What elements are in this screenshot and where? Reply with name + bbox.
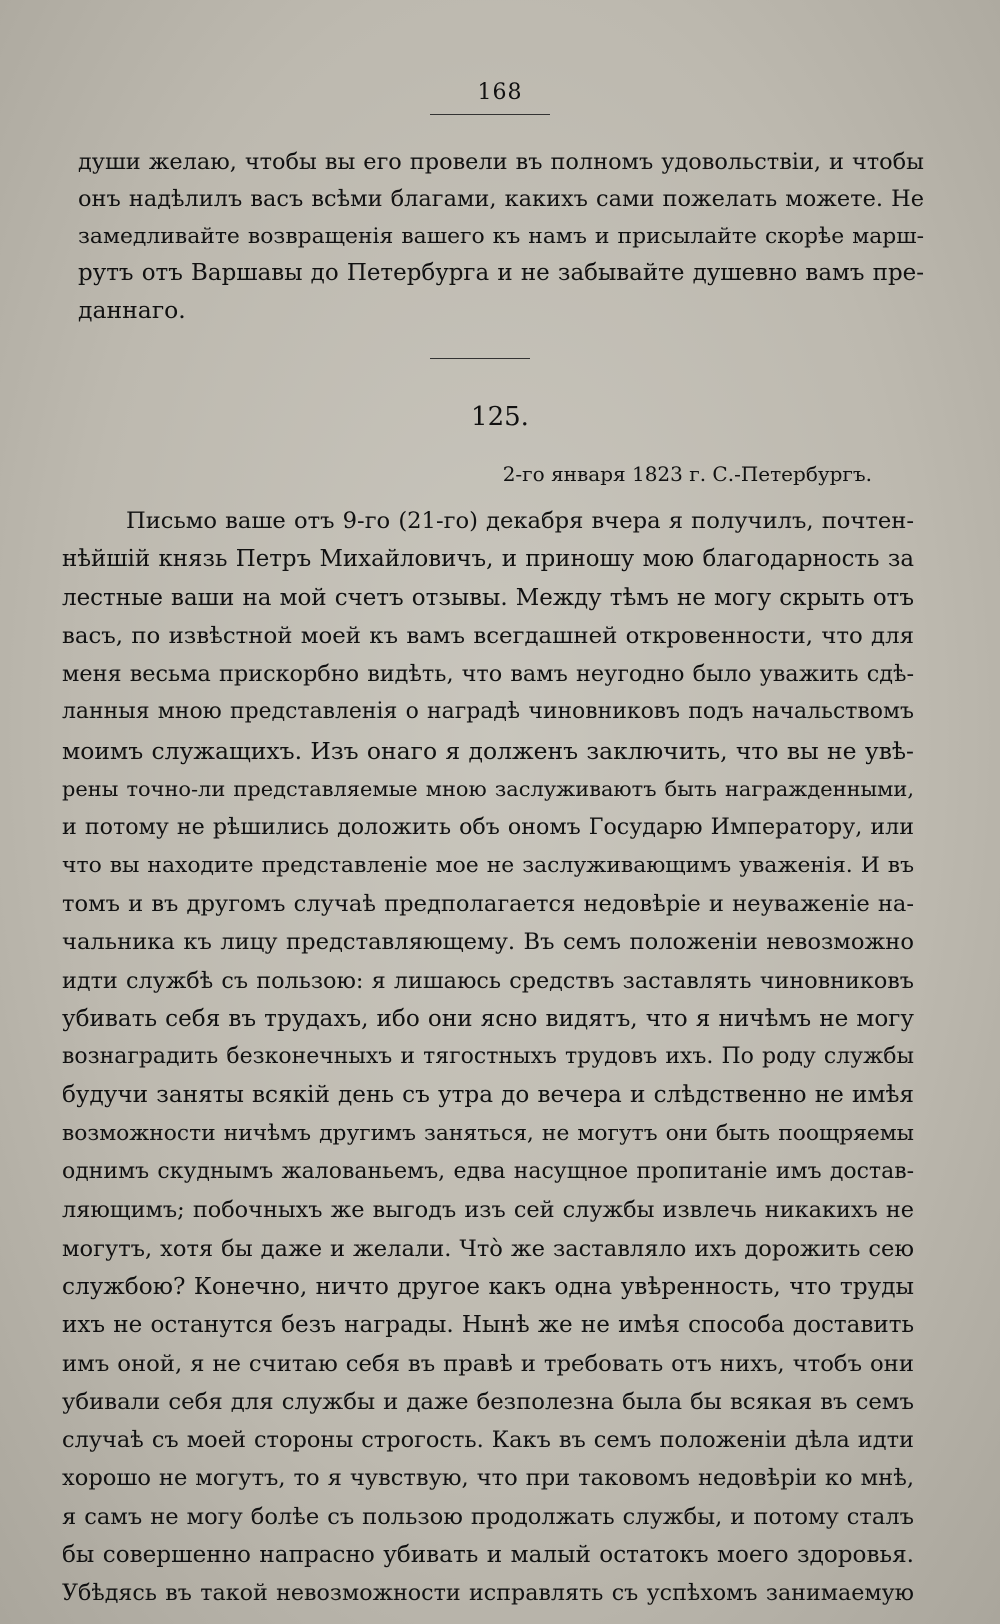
text-line: чальника къ лицу представляющему. Въ семъ положеніи невозможно (62, 929, 914, 956)
text-line: Письмо ваше отъ 9-го (21-го) декабря вчера я получилъ, почтен- (126, 508, 914, 534)
letter-body (62, 502, 914, 1613)
text-line: васъ, по извѣстной моей къ вамъ всегдашней откровенности, что для (62, 622, 914, 649)
text-line: вознаградить безконечныхъ и тягостныхъ трудовъ ихъ. По роду службы (62, 1044, 914, 1070)
text-line: возможности ничѣмъ другимъ заняться, не могутъ они быть поощряемы (62, 1120, 914, 1146)
text-line: случаѣ съ моей стороны строгость. Какъ въ семъ положеніи дѣла идти (62, 1427, 914, 1454)
text-line: лестные ваши на мой счетъ отзывы. Между тѣмъ не могу скрыть отъ (62, 584, 914, 611)
text-line: рены точно-ли представляемые мною заслуживаютъ быть награжденными, (62, 777, 914, 802)
text-line: ляющимъ; побочныхъ же выгодъ изъ сей службы извлечь никакихъ не (62, 1197, 914, 1224)
text-line: моимъ служащихъ. Изъ онаго я долженъ заключить, что вы не увѣ- (62, 736, 914, 765)
text-line: будучи заняты всякій день съ утра до вечера и слѣдственно не имѣя (62, 1082, 914, 1109)
text-line: идти службѣ съ пользою: я лишаюсь средствъ заставлять чиновниковъ (62, 967, 914, 994)
text-line: хорошо не могутъ, то я чувствую, что при таковомъ недовѣріи ко мнѣ, (62, 1465, 914, 1492)
text-line: томъ и въ другомъ случаѣ предполагается недовѣріе и неуваженіе на- (62, 890, 914, 917)
text-line: онъ надѣлилъ васъ всѣми благами, какихъ сами пожелать можете. Не (78, 186, 924, 212)
text-line: рутъ отъ Варшавы до Петербурга и не забывайте душевно вамъ пре- (78, 260, 924, 286)
text-line: ланныя мною представленія о наградѣ чиновниковъ подъ начальствомъ (62, 699, 914, 725)
text-line: убивать себя въ трудахъ, ибо они ясно видятъ, что я ничѣмъ не могу (62, 1005, 914, 1032)
text-line: убивали себя для службы и даже безполезна была бы всякая въ семъ (62, 1388, 914, 1415)
text-line: и потому не рѣшились доложить объ ономъ Государю Императору, или (62, 814, 914, 841)
text-line: однимъ скуднымъ жалованьемъ, едва насущное пропитаніе имъ достав- (62, 1159, 914, 1185)
text-line: души желаю, чтобы вы его провели въ полномъ удовольствіи, и чтобы (78, 149, 924, 175)
text-line: бы совершенно напрасно убивать и малый остатокъ моего здоровья. (62, 1542, 914, 1569)
text-line: Убѣдясь въ такой невозможности исправлять съ успѣхомъ занимаемую (62, 1580, 914, 1607)
text-line: я самъ не могу болѣе съ пользою продолжать службы, и потому сталъ (62, 1503, 914, 1530)
header-rule (430, 114, 550, 115)
text-line: имъ оной, я не считаю себя въ правѣ и требовать отъ нихъ, чтобъ они (62, 1350, 914, 1377)
letter-dateline: 2-го января 1823 г. С.-Петербургъ. (502, 462, 872, 486)
page-number: 168 (477, 80, 523, 105)
section-divider (430, 358, 530, 359)
text-line: службою? Конечно, ничто другое какъ одна увѣренность, что труды (62, 1272, 914, 1300)
text-line: ихъ не останутся безъ награды. Нынѣ же не имѣя способа доставить (62, 1312, 914, 1339)
text-line: нѣйшій князь Петръ Михайловичъ, и приношу мою благодарность за (62, 546, 914, 573)
text-line: могутъ, хотя бы даже и желали. Что̀ же заставляло ихъ дорожить сею (62, 1235, 914, 1262)
text-line: меня весьма прискорбно видѣть, что вамъ неугодно было уважить сдѣ- (62, 661, 914, 688)
letter-number: 125. (471, 402, 529, 432)
text-line: даннаго. (78, 296, 186, 324)
text-line: что вы находите представленіе мое не заслуживающимъ уваженія. И въ (62, 852, 914, 878)
text-line: замедливайте возвращенія вашего къ намъ и присылайте скорѣе марш- (78, 224, 924, 249)
opening-paragraph (78, 144, 924, 329)
